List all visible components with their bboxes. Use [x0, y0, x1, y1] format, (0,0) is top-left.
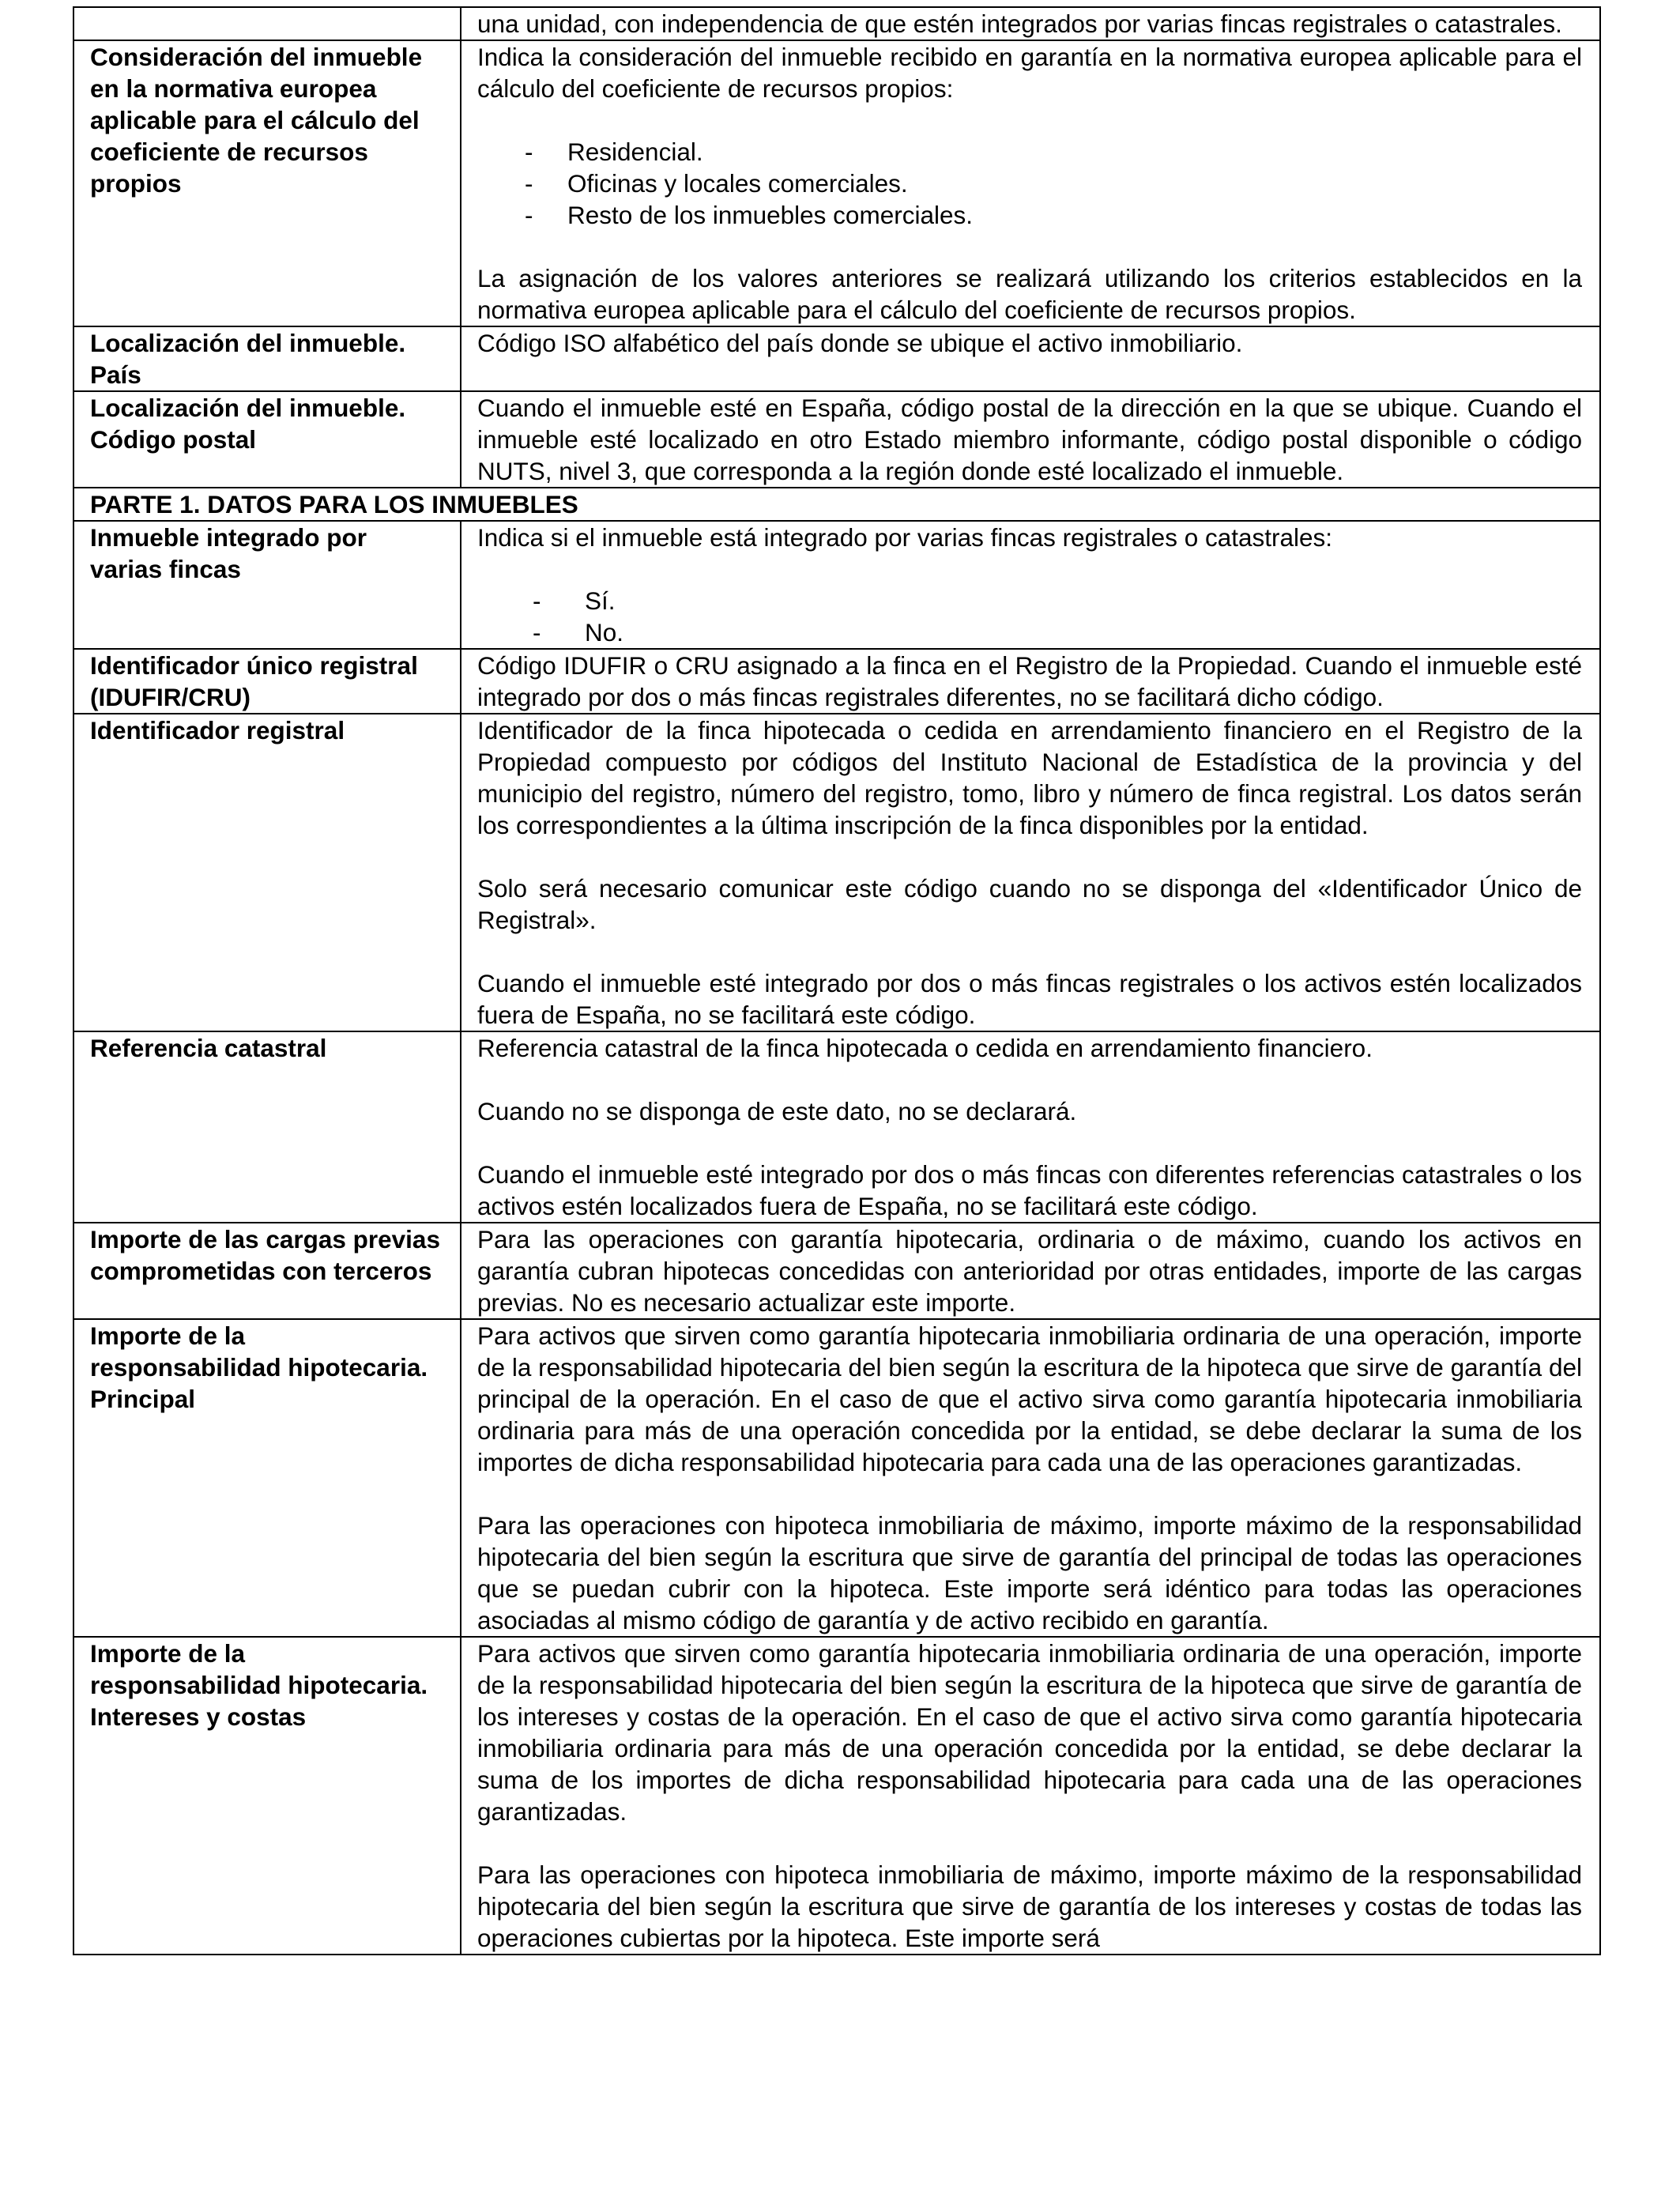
table-row	[73, 1031, 1600, 1223]
definition-outro: La asignación de los valores anteriores se realizará utilizando los criterios establecidos en la normativa europea aplicable para el cálculo del coeficiente de recursos propios.	[477, 264, 1582, 324]
definition-cell	[461, 391, 1600, 488]
definition-cell	[461, 1031, 1600, 1223]
definition-paragraph: Para las operaciones con hipoteca inmobiliaria de máximo, importe máximo de la responsabilidad hipotecaria del bien según la escritura que sirve de garantía del principal de todas las operaciones que se puedan cubrir con la hipoteca. Este importe será idéntico para todas las operaciones asociadas al mismo código de garantía y de activo recibido en garantía.	[477, 1511, 1582, 1634]
definition-paragraph: una unidad, con independencia de que estén integrados por varias fincas registrales o catastrales.	[477, 9, 1562, 38]
term-cell: Localización del inmueble. Código postal	[73, 391, 461, 488]
definition-intro: Indica la consideración del inmueble recibido en garantía en la normativa europea aplicable para el cálculo del coeficiente de recursos propios:	[477, 43, 1582, 103]
definition-cell	[461, 714, 1600, 1031]
definition-paragraph: Cuando el inmueble esté en España, código postal de la dirección en la que se ubique. Cuando el inmueble esté localizado en otro Estado miembro informante, código postal disponible o código NUTS, nivel 3, que corresponda a la región donde esté localizado el inmueble.	[477, 394, 1582, 485]
definition-paragraph: Para activos que sirven como garantía hipotecaria inmobiliaria ordinaria de una operación, importe de la responsabilidad hipotecaria del bien según la escritura de la hipoteca que sirve de garantía de los intereses y costas de la operación. En el caso de que el activo sirva como garantía hipotecaria inmobiliaria ordinaria para más de una operación concedida por la entidad, se debe declarar la suma de los importes de dicha responsabilidad hipotecaria para cada una de las operaciones garantizadas.	[477, 1639, 1582, 1826]
term-cell: Localización del inmueble. País	[73, 326, 461, 391]
term-cell: Identificador único registral (IDUFIR/CRU)	[73, 649, 461, 714]
section-heading: PARTE 1. DATOS PARA LOS INMUEBLES	[73, 488, 1600, 521]
definition-cell	[461, 1319, 1600, 1637]
definition-cell	[461, 1637, 1600, 1955]
definition-paragraph: Cuando el inmueble esté integrado por dos o más fincas registrales o los activos estén localizados fuera de España, no se facilitará este código.	[477, 969, 1582, 1029]
section-row	[73, 488, 1600, 521]
definition-paragraph: Para las operaciones con hipoteca inmobiliaria de máximo, importe máximo de la responsabilidad hipotecaria del bien según la escritura que sirve de garantía de los intereses y costas de todas las operaciones cubiertas por la hipoteca. Este importe será	[477, 1860, 1582, 1952]
definition-paragraph: Referencia catastral de la finca hipotecada o cedida en arrendamiento financiero.	[477, 1034, 1373, 1062]
definition-cell	[461, 1223, 1600, 1319]
term-cell: Importe de las cargas previas comprometidas con terceros	[73, 1223, 461, 1319]
definition-paragraph: Para las operaciones con garantía hipotecaria, ordinaria o de máximo, cuando los activos en garantía cubran hipotecas concedidas con anterioridad por otras entidades, importe de las cargas previas. No es necesario actualizar este importe.	[477, 1225, 1582, 1317]
definition-paragraph: Cuando el inmueble esté integrado por dos o más fincas con diferentes referencias catastrales o los activos estén localizados fuera de España, no se facilitará este código.	[477, 1160, 1582, 1220]
term-cell: Referencia catastral	[73, 1031, 461, 1223]
table-row	[73, 521, 1600, 649]
definition-paragraph: Código ISO alfabético del país donde se ubique el activo inmobiliario.	[477, 329, 1243, 357]
list-item: - No.	[533, 616, 1582, 648]
definition-cell	[461, 7, 1600, 40]
list-item: - Residencial.	[525, 136, 1582, 168]
term-cell: Inmueble integrado por varias fincas	[73, 521, 461, 649]
term-cell: Identificador registral	[73, 714, 461, 1031]
table-row	[73, 714, 1600, 1031]
term-cell: Importe de la responsabilidad hipotecaria. Principal	[73, 1319, 461, 1637]
definition-intro: Indica si el inmueble está integrado por varias fincas registrales o catastrales:	[477, 523, 1333, 552]
definition-cell	[461, 649, 1600, 714]
list-item: - Resto de los inmuebles comerciales.	[525, 199, 1582, 231]
definitions-table	[73, 6, 1601, 1955]
table-row	[73, 1319, 1600, 1637]
term-cell	[73, 7, 461, 40]
table-row	[73, 326, 1600, 391]
table-row	[73, 1637, 1600, 1955]
term-cell: Importe de la responsabilidad hipotecaria. Intereses y costas	[73, 1637, 461, 1955]
table-row	[73, 40, 1600, 326]
list-item: - Sí.	[533, 585, 1582, 616]
document-page	[73, 6, 1601, 1955]
definition-cell	[461, 326, 1600, 391]
list-item: - Oficinas y locales comerciales.	[525, 168, 1582, 199]
options-list	[477, 136, 1582, 231]
table-row	[73, 391, 1600, 488]
definition-cell	[461, 521, 1600, 649]
term-cell: Consideración del inmueble en la normativa europea aplicable para el cálculo del coeficiente de recursos propios	[73, 40, 461, 326]
definition-paragraph: Identificador de la finca hipotecada o cedida en arrendamiento financiero en el Registro de la Propiedad compuesto por códigos del Instituto Nacional de Estadística de la provincia y del municipio del registro, número del registro, tomo, libro y número de finca registral. Los datos serán los correspondientes a la última inscripción de la finca disponibles por la entidad.	[477, 716, 1582, 839]
definition-paragraph: Solo será necesario comunicar este código cuando no se disponga del «Identificador Único de Registral».	[477, 874, 1582, 934]
definition-paragraph: Para activos que sirven como garantía hipotecaria inmobiliaria ordinaria de una operación, importe de la responsabilidad hipotecaria del bien según la escritura de la hipoteca que sirve de garantía del principal de la operación. En el caso de que el activo sirva como garantía hipotecaria inmobiliaria ordinaria para más de una operación concedida por la entidad, se debe declarar la suma de los importes de dicha responsabilidad hipotecaria para cada una de las operaciones garantizadas.	[477, 1321, 1582, 1476]
options-list	[477, 585, 1582, 648]
table-row	[73, 7, 1600, 40]
definition-paragraph: Cuando no se disponga de este dato, no se declarará.	[477, 1097, 1077, 1125]
table-row	[73, 1223, 1600, 1319]
definition-cell	[461, 40, 1600, 326]
table-row	[73, 649, 1600, 714]
definition-paragraph: Código IDUFIR o CRU asignado a la finca en el Registro de la Propiedad. Cuando el inmueble esté integrado por dos o más fincas registrales diferentes, no se facilitará dicho código.	[477, 651, 1582, 711]
